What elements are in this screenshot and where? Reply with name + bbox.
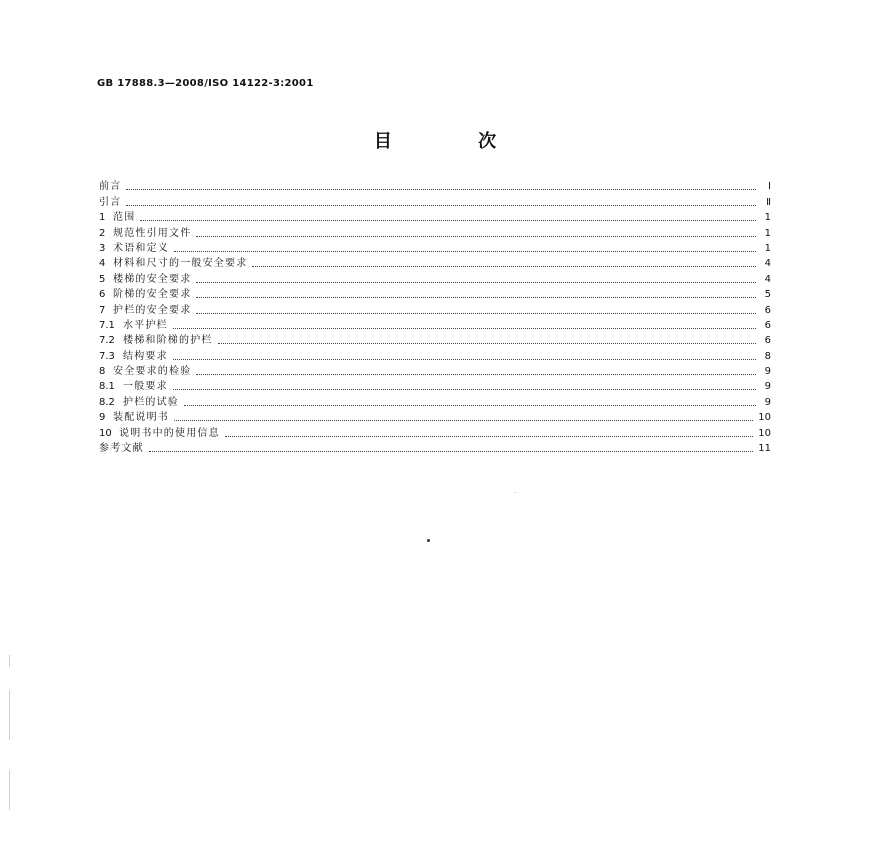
- toc-entry-page: 9: [764, 381, 771, 393]
- toc-leader-dots: [174, 420, 753, 421]
- toc-leader-dots: [196, 282, 756, 283]
- toc-entry-page: 4: [764, 258, 771, 270]
- toc-entry-number: 8: [99, 366, 106, 378]
- toc-entry-number: 10: [99, 427, 112, 439]
- table-of-contents: [99, 178, 771, 455]
- toc-entry-title: 护栏的安全要求: [113, 304, 192, 316]
- toc-entry[interactable]: [99, 363, 771, 378]
- toc-entry[interactable]: [99, 193, 771, 208]
- toc-entry-page: 11: [758, 443, 771, 455]
- toc-entry[interactable]: [99, 270, 771, 285]
- toc-entry-number: 1: [99, 212, 106, 224]
- toc-entry-number: 7: [99, 304, 106, 316]
- toc-entry-title: 装配说明书: [113, 412, 169, 424]
- scan-edge-mark: [9, 770, 10, 810]
- toc-leader-dots: [173, 389, 756, 390]
- toc-entry-title: 安全要求的检验: [113, 366, 192, 378]
- scan-speck: [427, 539, 430, 542]
- toc-entry-page: 4: [764, 273, 771, 285]
- toc-leader-dots: [173, 359, 756, 360]
- toc-entry-page: 6: [764, 304, 771, 316]
- standard-code: GB 17888.3—2008/ISO 14122-3:2001: [97, 78, 314, 89]
- toc-leader-dots: [126, 189, 756, 190]
- toc-entry-title: 结构要求: [123, 350, 168, 362]
- toc-entry-number: 7.1: [99, 319, 115, 331]
- toc-leader-dots: [218, 343, 756, 344]
- toc-entry-number: 5: [99, 273, 106, 285]
- toc-entry-number: 7.2: [99, 335, 115, 347]
- toc-entry-title: 护栏的试验: [123, 396, 179, 408]
- toc-entry-title: 范围: [113, 212, 136, 224]
- toc-entry-page: 5: [764, 289, 771, 301]
- scan-speck: [515, 492, 516, 493]
- toc-leader-dots: [252, 266, 756, 267]
- toc-entry[interactable]: [99, 224, 771, 239]
- toc-entry[interactable]: [99, 393, 771, 408]
- toc-entry-title: 楼梯和阶梯的护栏: [123, 335, 213, 347]
- toc-entry-number: 6: [99, 289, 106, 301]
- toc-entry-title: 参考文献: [99, 443, 144, 455]
- toc-leader-dots: [126, 205, 756, 206]
- toc-entry-title: 材料和尺寸的一般安全要求: [113, 258, 248, 270]
- scan-edge-mark: [9, 690, 10, 740]
- toc-entry-page: Ⅰ: [768, 181, 771, 193]
- toc-leader-dots: [196, 236, 756, 237]
- toc-entry-number: 9: [99, 412, 106, 424]
- toc-entry-page: Ⅱ: [766, 196, 771, 208]
- toc-entry[interactable]: [99, 347, 771, 362]
- toc-entry[interactable]: [99, 301, 771, 316]
- toc-entry[interactable]: [99, 178, 771, 193]
- toc-entry-page: 6: [764, 335, 771, 347]
- toc-leader-dots: [225, 436, 753, 437]
- toc-entry-number: 4: [99, 258, 106, 270]
- toc-leader-dots: [174, 251, 756, 252]
- toc-leader-dots: [196, 313, 756, 314]
- toc-leader-dots: [184, 405, 756, 406]
- toc-entry[interactable]: [99, 209, 771, 224]
- toc-entry-title: 一般要求: [123, 381, 168, 393]
- toc-entry[interactable]: [99, 286, 771, 301]
- toc-entry[interactable]: [99, 240, 771, 255]
- toc-entry-page: 1: [764, 212, 771, 224]
- toc-entry-number: 2: [99, 227, 106, 239]
- toc-leader-dots: [173, 328, 756, 329]
- toc-entry-title: 阶梯的安全要求: [113, 289, 192, 301]
- toc-entry-page: 10: [758, 427, 771, 439]
- toc-leader-dots: [149, 451, 753, 452]
- toc-leader-dots: [196, 297, 756, 298]
- toc-entry-page: 1: [764, 242, 771, 254]
- toc-entry-number: 7.3: [99, 350, 115, 362]
- toc-entry-page: 10: [758, 412, 771, 424]
- toc-entry-title: 前言: [99, 181, 122, 193]
- toc-entry-page: 6: [764, 319, 771, 331]
- toc-entry-title: 说明书中的使用信息: [119, 427, 220, 439]
- toc-entry-title: 楼梯的安全要求: [113, 273, 192, 285]
- toc-entry-number: 8.1: [99, 381, 115, 393]
- toc-entry-page: 1: [764, 227, 771, 239]
- toc-entry[interactable]: [99, 424, 771, 439]
- toc-entry-page: 9: [764, 396, 771, 408]
- toc-entry[interactable]: [99, 440, 771, 455]
- toc-entry-title: 引言: [99, 196, 122, 208]
- toc-leader-dots: [140, 220, 756, 221]
- toc-leader-dots: [196, 374, 756, 375]
- toc-entry-title: 术语和定义: [113, 242, 169, 254]
- toc-entry[interactable]: [99, 317, 771, 332]
- toc-entry-number: 3: [99, 242, 106, 254]
- scan-edge-mark: [9, 655, 10, 667]
- toc-entry[interactable]: [99, 332, 771, 347]
- toc-entry-page: 9: [764, 366, 771, 378]
- toc-entry-number: 8.2: [99, 396, 115, 408]
- toc-entry[interactable]: [99, 378, 771, 393]
- toc-entry-page: 8: [764, 350, 771, 362]
- toc-entry[interactable]: [99, 255, 771, 270]
- toc-entry-title: 规范性引用文件: [113, 227, 192, 239]
- toc-entry-title: 水平护栏: [123, 319, 168, 331]
- page-title: 目 次: [373, 131, 537, 152]
- toc-entry[interactable]: [99, 409, 771, 424]
